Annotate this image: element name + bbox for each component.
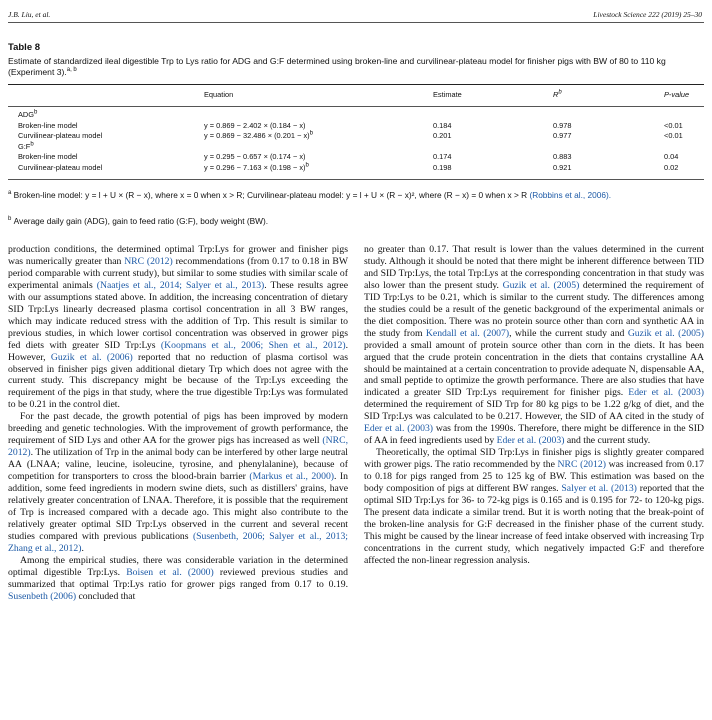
body-text: . These results agree with our assumptions stated above. In addition, the increasing concentration of dietary SID Trp:Lys linearly decreased plasma cortisol concentration in all 3 BW ranges, which may indicate reduced stress with the addition of Trp. This result is similar to previous studies, in which lower cortisol concentration was observed in grower pigs fed diets with greater SID Trp:Lys — [8, 279, 348, 351]
row-r2: 0.921 — [553, 163, 572, 172]
body-text: and the current study. — [564, 435, 651, 447]
row-r2: 0.883 — [553, 152, 572, 162]
body-text: recommendations (from 0.17 to 0.18 in BW period comparable with current study), but similar to some studies with similar scale of experimental animals — [8, 255, 349, 291]
row-model: Broken-line model — [18, 120, 78, 130]
body-text: . However, — [8, 339, 349, 363]
table-top-rule — [8, 84, 704, 85]
row-estimate: 0.174 — [433, 152, 452, 162]
running-header-authors: J.B. Liu, et al. — [8, 10, 51, 19]
row-equation: y = 0.869 − 2.402 × (0.184 − x) — [204, 120, 306, 130]
left-paragraph — [8, 555, 348, 603]
body-column-left — [8, 244, 348, 603]
citation-link[interactable]: (Susenbeth, 2006; Salyer et al., 2013; Zhang et al., 2012) — [8, 530, 348, 554]
row-model: Curvilinear-plateau model — [18, 163, 103, 172]
body-text: provided a small amount of protein source other than corn in the diets. It has been argued that the crude protein concentration in the diets that contains crystalline AA should be maintained at a certain concentration to provide adequate N, dispensable AA, and small peptide to optimize the growth performance. There are also studies that have indicated a greater SID Trp:Lys requirement for finisher pigs. — [364, 339, 704, 399]
body-text: concluded that — [76, 590, 136, 602]
row-equation: $y = 0.869 - 32.486 \times (0.201 - x)^b$ — [204, 130, 313, 141]
citation-link[interactable]: Guzik et al. (2006) — [50, 351, 133, 363]
group-label: $G:F^b$ — [18, 141, 34, 151]
header-equation: Equation — [204, 90, 234, 99]
citation-link[interactable]: Eder et al. (2003) — [628, 387, 704, 399]
table-header-rule — [8, 106, 704, 107]
body-text: Theoretically, the optimal SID Trp:Lys in finisher pigs is slightly greater compared with grower pigs. The ratio recommended by the — [364, 447, 704, 471]
citation-link[interactable]: (Markus et al., 2000) — [249, 471, 335, 483]
body-text: reported that no reduction of plasma cortisol was observed in finisher pigs given additional dietary Trp which does not agree with the current study. This discrepancy might be because of the Trp:Lys exceeding the requirement of the pigs in that study, where the true digestible Trp:Lys was formulated to be 0.21 in the control diet. — [8, 351, 348, 411]
right-paragraph — [364, 447, 704, 567]
right-paragraph — [364, 244, 704, 447]
row-r2: 0.978 — [553, 120, 572, 130]
row-equation: y = 0.295 − 0.657 × (0.174 − x) — [204, 152, 306, 162]
body-text: For the past decade, the growth potential of pigs has been improved by modern breeding and genetic technologies. With the improvement of growth performance, the requirement of SID Lys and other AA for the grower pigs has increased as well — [8, 411, 348, 447]
row-equation: $y = 0.296 - 7.163 \times (0.198 - x)^b$ — [204, 162, 309, 172]
body-text: , while the current study and — [509, 327, 628, 339]
table-bottom-rule — [8, 179, 704, 180]
header-r2: $R^b$ — [553, 89, 562, 99]
group-label: ADG$^b$ — [18, 109, 38, 119]
body-text: reported that the optimal SID Trp:Lys for 36- to 72-kg pigs is 0.165 and is 0.195 for 72- to 120-kg pigs. The present data indicate a similar trend. But it is worth noting that the break-point of the broken-line analysis for G:F decreased in the finisher phase of the current study. This might be caused by the linear increase of feed intake observed with increasing Trp concentrations in the current study, which negatively impacted G:F and therefore affected the non-linear regression analysis. — [364, 483, 705, 566]
left-paragraph — [8, 411, 348, 554]
body-text: . The utilization of Trp in the animal body can be interfered by other large neutral AA (LNAA; valine, leucine, isoleucine, tyrosine, and phenylalanine), because of competition for transporters to cross the blood-brain barrier — [8, 447, 348, 483]
body-text: reviewed previous studies and summarized that optimal Trp:Lys ratio for grower pigs ranged from 0.17 to 0.19. — [8, 566, 348, 590]
citation-link[interactable]: NRC (2012) — [124, 255, 173, 267]
footnote-b: $^b$ Average daily gain (ADG), gain to feed ratio (G:F), body weight (BW). — [8, 216, 269, 226]
table-label: Table 8 — [8, 42, 41, 53]
running-header-journal: Livestock Science 222 (2019) 25–30 — [593, 10, 702, 19]
row-estimate: 0.201 — [433, 131, 452, 141]
header-pvalue: P-value — [664, 90, 690, 99]
header-estimate: Estimate — [433, 90, 462, 99]
body-text: determined the requirement of TID Trp:Lys to be 0.21, which is similar to the current study. The differences among the studies could be a result of the genetic background of the experimental animals or the diet composition. There was no protein source other than corn and synthetic AA in the study from — [364, 279, 705, 339]
citation-link[interactable]: NRC (2012) — [557, 459, 606, 471]
header-rule — [8, 22, 704, 23]
body-text: determined the requirement of SID Trp for 80 kg pigs to be 1.22 g/kg of diet, and the SID Trp:Lys was calculated to be 0.217. However, the SID of AA cited in the study of — [364, 399, 704, 423]
citation-link[interactable]: Eder et al. (2003) — [364, 423, 434, 435]
citation-link[interactable]: Guzik et al. (2005) — [627, 327, 704, 339]
citation-link[interactable]: (Koopmans et al., 2006; Shen et al., 2012) — [160, 339, 346, 351]
table-caption: Estimate of standardized ileal digestible Trp to Lys ratio for ADG and G:F determined using broken-line and curvilinear-plateau model for finisher pigs with BW of 80 to 110 kg (Experiment 3).$^{a, b}$ — [8, 56, 666, 78]
body-text: production conditions, the determined optimal Trp:Lys for grower and finisher pigs was numerically greater than — [8, 244, 348, 267]
row-estimate: 0.198 — [433, 163, 452, 172]
row-pvalue: <0.01 — [664, 131, 683, 141]
row-pvalue: 0.04 — [664, 152, 679, 162]
body-text: . In addition, some feed ingredients in modern swine diets, such as distillers' grains, have relatively greater concentration of LNAA. Therefore, it is possible that the requirement of Trp is increased compared with a decade ago. This might also contribute to the relatively greater optimal SID Trp:Lys observed in the current and several recent studies compared with previous publications — [8, 471, 348, 542]
body-text: was from the 1990s. Therefore, there might be difference in the SID of AA in feed ingredients used by — [364, 423, 704, 447]
citation-link[interactable]: Kendall et al. (2007) — [425, 327, 510, 339]
citation-link[interactable]: (NRC, 2012) — [8, 435, 348, 459]
citation-link[interactable]: Eder et al. (2003) — [496, 435, 565, 447]
footnote-a: $^a$ Broken-line model: y = l + U × (R − x), where x = 0 when x > R; Curvilinear-plateau model: y = l + U × (R − x)², where (R − x) = 0 when x > R (Robbins et al., 2006). — [8, 190, 612, 200]
body-column-right — [364, 244, 704, 567]
body-text: no greater than 0.17. That result is lower than the values determined in the current study. Although it should be noted that there might be inherent difference between TID and SID Trp:Lys, the total Trp:Lys at the corresponding concentration in that study was also lower than the present study. — [364, 244, 704, 291]
citation-link[interactable]: Salyer et al. (2013) — [561, 483, 637, 495]
body-text: . — [81, 542, 84, 554]
row-pvalue: <0.01 — [664, 120, 683, 130]
citation-link[interactable]: Guzik et al. (2005) — [502, 279, 580, 291]
body-text: Among the empirical studies, there was considerable variation in the determined optimal digestible Trp:Lys. — [8, 554, 348, 578]
row-model: Broken-line model — [18, 152, 78, 162]
citation-link[interactable]: Boisen et al. (2000) — [126, 566, 214, 578]
body-text: was increased from 0.17 to 0.18 for pigs ranged from 25 to 125 kg of BW. This estimation was based on the body composition of pigs at different BW ranges. — [364, 459, 704, 495]
row-model: Curvilinear-plateau model — [18, 131, 103, 141]
citation-link[interactable]: (Naatjes et al., 2014; Salyer et al., 2013) — [96, 279, 265, 291]
left-paragraph — [8, 244, 348, 411]
citation-link[interactable]: Susenbeth (2006) — [8, 590, 77, 602]
row-pvalue: 0.02 — [664, 163, 679, 172]
row-estimate: 0.184 — [433, 120, 452, 130]
row-r2: 0.977 — [553, 131, 572, 141]
